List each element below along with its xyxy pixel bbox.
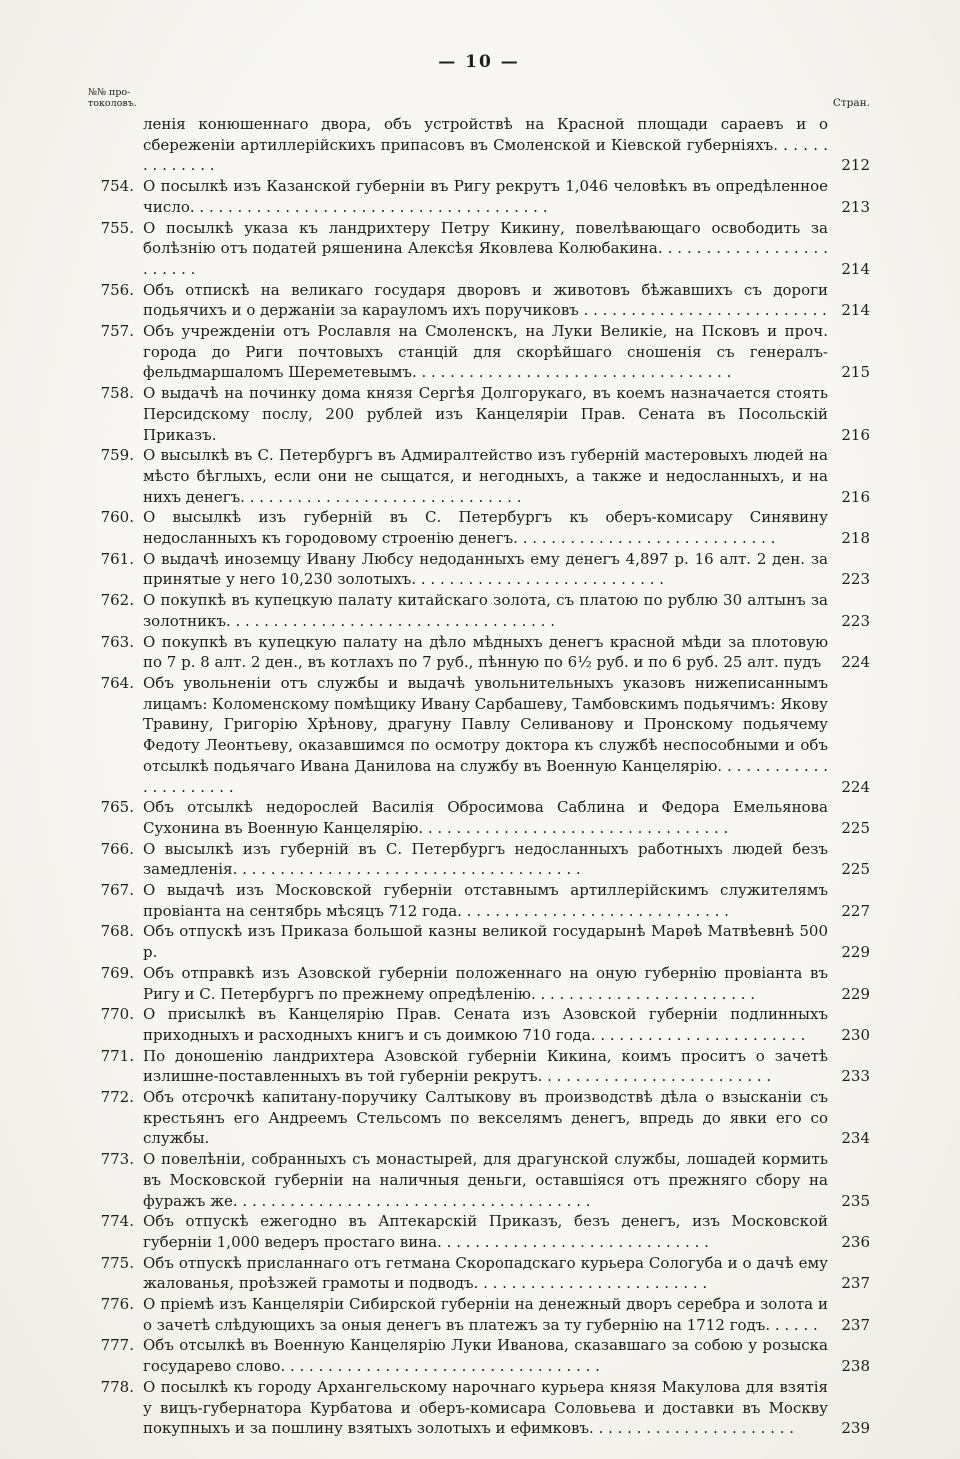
toc-entry (88, 632, 870, 673)
entry-number: 754. (100, 177, 134, 196)
entry-text: О повелѣніи, собранныхъ съ монастырей, для драгунской службы, лошадей кормить въ Московской губерніи на наличныя деньги, оставшіяся отъ прежняго сбору на фуражъ же. . . . . . . . . . . . . . . . . . . . . . . . . . . . . . . . . . . . . . (143, 1150, 828, 1210)
entry-text: О присылкѣ въ Канцелярію Прав. Сената изъ Азовской губерніи подлинныхъ приходныхъ и расходныхъ книгъ и съ доимкою 710 года. . . . . . . . . . . . . . . . . . . . . . . (143, 1005, 828, 1044)
toc-entry (88, 921, 870, 962)
entry-text: О высылкѣ изъ губерній въ С. Петербургъ недосланныхъ работныхъ людей безъ замедленія. . . . . . . . . . . . . . . . . . . . . . . . . . . . . . . . . . . . . (143, 839, 828, 879)
entry-number: 759. (100, 446, 134, 465)
toc-entry (88, 880, 870, 921)
protocol-header-line-2: токоловъ. (88, 97, 137, 109)
entry-page: 237 (841, 1274, 870, 1293)
entry-number: 765. (100, 798, 134, 817)
entry-text: О выдачѣ иноземцу Ивану Любсу недоданныхъ ему денегъ 4,897 р. 16 алт. 2 ден. за принятые у него 10,230 золотыхъ. . . . . . . . . . . . . . . . . . . . . . . . . . . (143, 549, 828, 589)
toc-entry (88, 673, 870, 797)
toc-entry (88, 590, 870, 631)
entry-text: Объ увольненіи отъ службы и выдачѣ увольнительныхъ указовъ нижеписаннымъ лицамъ: Коломенскому помѣщику Ивану Сарбашеву, Тамбовскимъ подьячимъ: Якову Травину, Григорію Хрѣнову, драгуну Павлу Селиванову и Пронскому подьячему Федоту Леонтьеву, оказавшимся по осмотру доктора къ службѣ неспособными и объ отсылкѣ подьячаго Ивана Данилова на службу въ Военную Канцелярію. . . . . . . . . . . . . . . . . . . . . . (143, 673, 828, 796)
entry-number: 761. (100, 549, 134, 568)
entry-number: 771. (100, 1046, 134, 1065)
toc-entry (88, 176, 870, 217)
entry-number: 772. (100, 1088, 134, 1107)
entry-text: О высылкѣ изъ губерній въ С. Петербургъ къ оберъ-комисару Синявину недосланныхъ къ городовому строенію денегъ. . . . . . . . . . . . . . . . . . . . . . . . . . . . (143, 508, 828, 548)
toc-entry (88, 797, 870, 838)
toc-entry (88, 114, 870, 176)
entry-number: 776. (100, 1295, 134, 1314)
toc-entry (88, 321, 870, 383)
entry-number: 755. (100, 218, 134, 237)
protocol-number-column-header (88, 88, 168, 109)
entry-number: 768. (100, 922, 134, 941)
entry-number: 757. (100, 322, 134, 341)
entry-page: 224 (841, 653, 870, 672)
entry-page: 230 (841, 1025, 870, 1044)
page-column-header: Стран. (832, 97, 870, 109)
toc-entry (88, 445, 870, 507)
entry-number: 758. (100, 384, 134, 403)
toc-list (88, 114, 870, 1439)
toc-entry (88, 1087, 870, 1149)
entry-number: 760. (100, 508, 134, 527)
entry-number: 763. (100, 632, 134, 651)
entry-text: О посылкѣ указа къ ландрихтеру Петру Кикину, повелѣвающаго освободить за болѣзнію отъ податей ряшенина Алексѣя Яковлева Колюбакина. . . . . . . . . . . . . . . . . . . . . . . . (143, 218, 828, 278)
entry-page: 229 (841, 984, 870, 1003)
entry-page: 216 (841, 425, 870, 444)
entry-text: Объ отпускѣ изъ Приказа большой казны великой государынѣ Марѳѣ Матвѣевнѣ 500 р. (143, 922, 828, 962)
toc-entry (88, 1211, 870, 1252)
toc-entry (88, 1046, 870, 1087)
entry-text: По доношенію ландрихтера Азовской губерніи Кикина, коимъ проситъ о зачетѣ излишне-поставленныхъ въ той губерніи рекрутъ. . . . . . . . . . . . . . . . . . . . . . . . . (143, 1046, 828, 1086)
entry-page: 212 (841, 156, 870, 175)
protocol-header-line-1: №№ про- (88, 87, 131, 98)
toc-entry (88, 383, 870, 445)
entry-number: 764. (100, 673, 134, 692)
entry-number: 773. (100, 1150, 134, 1169)
entry-number: 766. (100, 839, 134, 858)
entry-page: 229 (841, 943, 870, 962)
entry-text: Объ учрежденіи отъ Рославля на Смоленскъ, на Луки Великіе, на Псковъ и проч. города до Риги почтовыхъ станцій для скорѣйшаго сношенія съ генералъ-фельдмаршаломъ Шереметевымъ. . . . . . . . . . . . . . . . . . . . . . . . . . . . . . . . . . (143, 322, 828, 382)
entry-page: 216 (841, 487, 870, 506)
entry-page: 218 (841, 529, 870, 548)
entry-number: 778. (100, 1377, 134, 1396)
page-number: — 10 — (438, 52, 520, 72)
entry-text: О посылкѣ къ городу Архангельскому нарочнаго курьера князя Макулова для взятія у вицъ-губернатора Курбатова и оберъ-комисара Соловьева и доставки въ Москву покупныхъ и за пошлину взятыхъ золотыхъ и ефимковъ. . . . . . . . . . . . . . . . . . . . . . (143, 1377, 828, 1438)
toc-entry (88, 1253, 870, 1294)
entry-page: 215 (841, 363, 870, 382)
entry-text: О выдачѣ изъ Московской губерніи отставнымъ артиллерійскимъ служителямъ провіанта на сентябрь мѣсяцъ 712 года. . . . . . . . . . . . . . . . . . . . . . . . . . . . . (143, 881, 828, 920)
toc-entry (88, 218, 870, 280)
entry-page: 236 (841, 1232, 870, 1251)
entry-page: 225 (841, 818, 870, 837)
toc-entry (88, 963, 870, 1004)
entry-number: 775. (100, 1253, 134, 1272)
toc-entry (88, 1149, 870, 1211)
entry-text: О покупкѣ въ купецкую палату на дѣло мѣдныхъ денегъ красной мѣди за плотовую по 7 р. 8 алт. 2 ден., въ котлахъ по 7 руб., пѣнную по 6½ руб. и по 6 руб. 25 алт. пудъ (143, 632, 828, 672)
entry-number: 756. (100, 280, 134, 299)
entry-page: 239 (841, 1419, 870, 1438)
entry-text: Объ отправкѣ изъ Азовской губерніи положеннаго на оную губернію провіанта въ Ригу и С. Петербургъ по прежнему опредѣленію. . . . . . . . . . . . . . . . . . . . . . . . (143, 963, 828, 1003)
column-headers (88, 88, 870, 109)
entry-page: 225 (841, 860, 870, 879)
toc-entry (88, 1335, 870, 1376)
toc-entry (88, 1004, 870, 1045)
entry-text: О высылкѣ въ С. Петербургъ въ Адмиралтейство изъ губерній мастеровыхъ людей на мѣсто бѣглыхъ, если они не сыщатся, и негодныхъ, а также и недосланныхъ, и на нихъ денегъ. . . . . . . . . . . . . . . . . . . . . . . . . . . . . . (143, 446, 828, 506)
entry-page: 235 (841, 1191, 870, 1210)
entry-number: 777. (100, 1336, 134, 1355)
entry-text: О пріемѣ изъ Канцеляріи Сибирской губерніи на денежный дворъ серебра и золота и о зачетѣ слѣдующихъ за оныя денегъ въ платежъ за ту губернію на 1712 годъ. . . . . . (143, 1295, 828, 1334)
entry-text: О выдачѣ на починку дома князя Сергѣя Долгорукаго, въ коемъ назначается стоять Персидскому послу, 200 рублей изъ Канцеляріи Прав. Сената въ Посольскій Приказъ. (143, 384, 828, 444)
toc-entry (88, 507, 870, 548)
entry-page: 234 (841, 1129, 870, 1148)
entry-text: О посылкѣ изъ Казанской губерніи въ Ригу рекрутъ 1,046 человѣкъ въ опредѣленное число. . . . . . . . . . . . . . . . . . . . . . . . . . . . . . . . . . . . . . (143, 177, 828, 216)
entry-text: Объ отпускѣ ежегодно въ Аптекарскій Приказъ, безъ денегъ, изъ Московской губерніи 1,000 ведеръ простаго вина. . . . . . . . . . . . . . . . . . . . . . . . . . . . . (143, 1212, 828, 1251)
entry-page: 223 (841, 611, 870, 630)
entry-page: 223 (841, 570, 870, 589)
entry-number: 762. (100, 591, 134, 610)
entry-page: 233 (841, 1067, 870, 1086)
entry-text: Объ отпискѣ на великаго государя дворовъ и животовъ бѣжавшихъ съ дороги подьячихъ и о держаніи за карауломъ ихъ поручиковъ . . . . . . . . . . . . . . . . . . . . . . . . . . (143, 280, 828, 320)
entry-text: Объ отпускѣ присланнаго отъ гетмана Скоропадскаго курьера Сологуба и о дачѣ ему жалованья, проѣзжей грамоты и подводъ. . . . . . . . . . . . . . . . . . . . . . . . . (143, 1253, 828, 1293)
toc-entry (88, 839, 870, 880)
toc-entry (88, 280, 870, 321)
entry-page: 237 (841, 1315, 870, 1334)
toc-entry (88, 549, 870, 590)
entry-text: О покупкѣ въ купецкую палату китайскаго золота, съ платою по рублю 30 алтынъ за золотникъ. . . . . . . . . . . . . . . . . . . . . . . . . . . . . . . . . . . (143, 591, 828, 630)
entry-page: 224 (841, 777, 870, 796)
entry-text: ленія конюшеннаго двора, объ устройствѣ на Красной площади сараевъ и о сбереженіи артиллерійскихъ припасовъ въ Смоленской и Кіевской губерніяхъ. . . . . . . . . . . . . . (143, 115, 828, 175)
entry-text: Объ отсылкѣ въ Военную Канцелярію Луки Иванова, сказавшаго за собою у розыска государево слово. . . . . . . . . . . . . . . . . . . . . . . . . . . . . . . . . . (143, 1336, 828, 1376)
entry-page: 227 (841, 901, 870, 920)
toc-entry (88, 1377, 870, 1439)
entry-number: 767. (100, 881, 134, 900)
toc-entry (88, 1294, 870, 1335)
entry-page: 214 (841, 301, 870, 320)
entry-page: 214 (841, 259, 870, 278)
entry-number: 769. (100, 963, 134, 982)
entry-text: Объ отсрочкѣ капитану-поручику Салтыкову въ производствѣ дѣла о взысканіи съ крестьянъ его Андреемъ Стельсомъ по векселямъ денегъ, впредь до явки его со службы. (143, 1088, 828, 1148)
entry-number: 774. (100, 1212, 134, 1231)
entry-page: 213 (841, 197, 870, 216)
entry-number: 770. (100, 1005, 134, 1024)
entry-text: Объ отсылкѣ недорослей Василія Обросимова Саблина и Федора Емельянова Сухонина въ Военную Канцелярію. . . . . . . . . . . . . . . . . . . . . . . . . . . . . . . . . (143, 798, 828, 837)
entry-page: 238 (841, 1357, 870, 1376)
